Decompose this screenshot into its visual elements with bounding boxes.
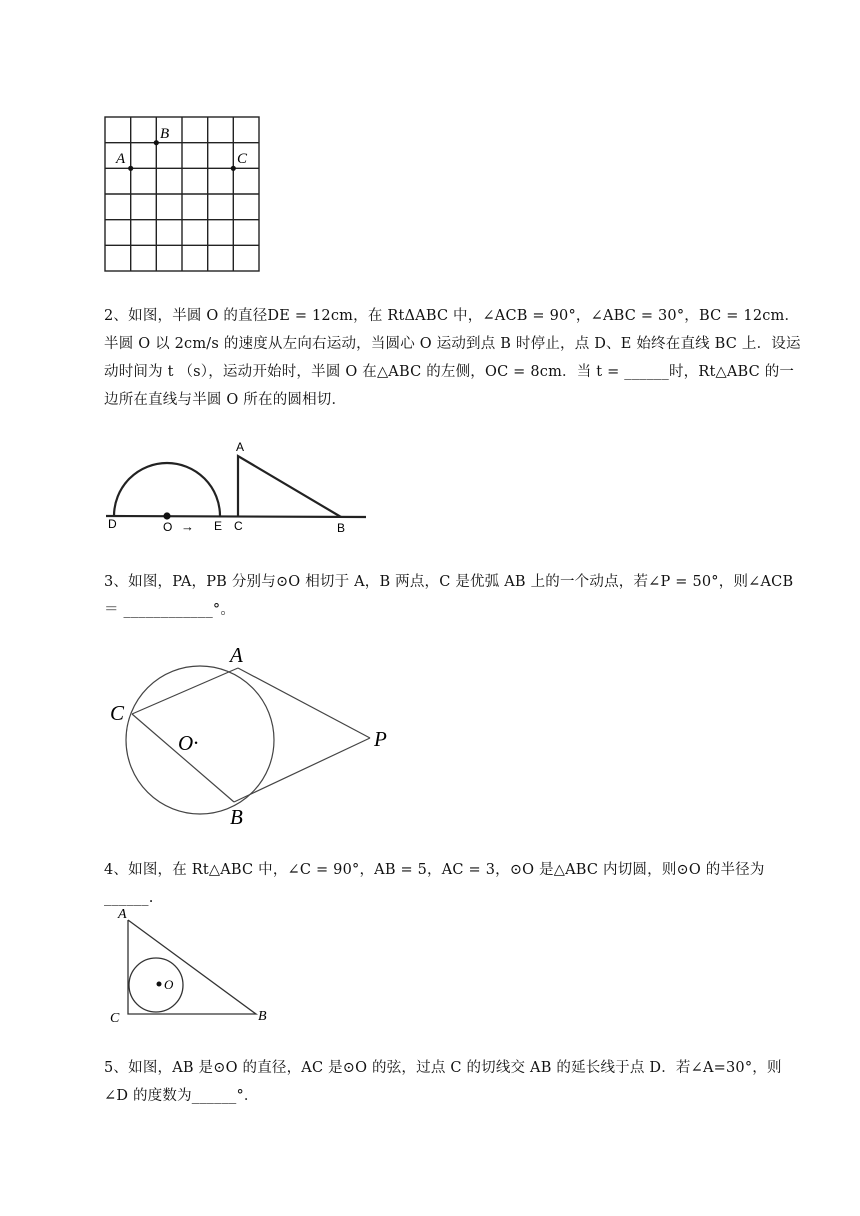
question-5-text: 5、如图，AB 是⊙O 的直径，AC 是⊙O 的弦，过点 C 的切线交 AB 的延长线于点 D．若∠A=30°，则∠D 的度数为______°． xyxy=(104,1060,782,1104)
label-c: C xyxy=(110,1011,120,1026)
chord-ca xyxy=(132,668,238,714)
semicircle-o xyxy=(114,463,220,516)
baseline-bc xyxy=(106,516,366,517)
label-a: A xyxy=(230,643,243,667)
grid-figure xyxy=(100,112,265,277)
label-o: O xyxy=(163,520,173,534)
label-a: A xyxy=(116,151,126,167)
point-a xyxy=(128,166,133,171)
triangle-abc xyxy=(128,920,256,1014)
semicircle-triangle-figure xyxy=(100,436,380,538)
arrow-right-icon: → xyxy=(181,519,194,534)
center-o xyxy=(157,982,162,987)
circle-o xyxy=(126,666,274,814)
circle-tangent-figure xyxy=(104,640,404,830)
incircle-figure xyxy=(104,902,284,1032)
label-b: B xyxy=(258,1009,267,1024)
center-o xyxy=(163,512,170,519)
label-a: A xyxy=(118,907,127,922)
label-c: C xyxy=(234,519,243,533)
tangent-pa xyxy=(238,668,370,738)
label-a: A xyxy=(236,440,245,454)
label-o: O xyxy=(164,977,174,992)
label-o: O· xyxy=(178,731,199,755)
label-c: C xyxy=(110,701,125,725)
incircle-o xyxy=(129,958,183,1012)
label-p: P xyxy=(374,727,387,751)
label-c: C xyxy=(237,151,248,167)
label-b: B xyxy=(160,126,170,142)
label-e: E xyxy=(214,519,223,533)
triangle-abc xyxy=(238,456,341,517)
question-4-text: 4、如图，在 Rt△ABC 中，∠C = 90°，AB = 5，AC = 3，⊙O 是△ABC 内切圆，则⊙O 的半径为______. xyxy=(104,862,765,906)
label-b: B xyxy=(230,805,243,829)
question-2-text: 2、如图，半圆 O 的直径DE = 12cm，在 RtΔABC 中，∠ACB = 90°，∠ABC = 30°，BC = 12cm．半圆 O 以 2cm/s 的速度从左向右运动，当圆心 O 运动到点 B 时停止，点 D、E 始终在直线 BC 上．设运动时间为 t （s），运动开始时，半圆 O 在△ABC 的左侧，OC = 8cm．当 t = ______时，Rt△ABC 的一边所在直线与半圆 O 所在的圆相切． xyxy=(104,308,801,408)
question-3-text: 3、如图，PA，PB 分别与⊙O 相切于 A，B 两点，C 是优弧 AB 上的一个动点，若∠P = 50°，则∠ACB ＝ ____________°。 xyxy=(104,574,794,618)
chord-cb xyxy=(132,714,234,802)
point-c xyxy=(231,166,236,171)
tangent-pb xyxy=(234,738,370,802)
label-d: D xyxy=(108,517,117,531)
label-b: B xyxy=(337,521,346,535)
point-b xyxy=(154,140,159,145)
